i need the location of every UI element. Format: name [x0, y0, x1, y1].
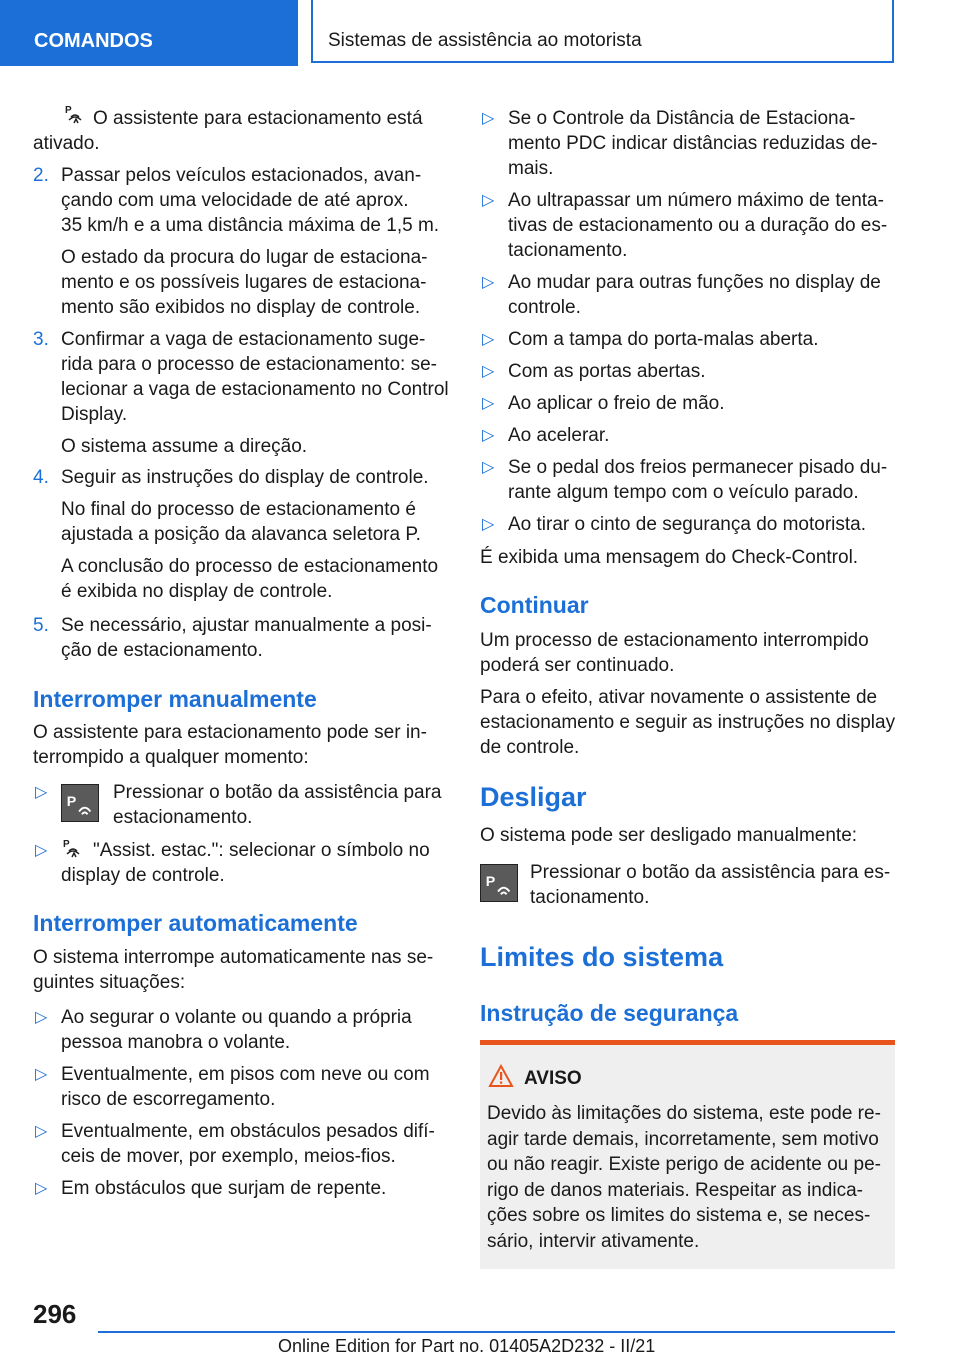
paragraph-line: estacionamento e seguir as instruções no display [480, 712, 896, 733]
warning-bar [480, 1040, 895, 1045]
bullet-triangle-icon: ▷ [482, 192, 495, 209]
auto-intro [33, 945, 451, 995]
bullet-triangle-icon: ▷ [35, 1123, 48, 1140]
bullet-line: tivas de estacionamento ou a duração do es- [508, 215, 888, 236]
step-number: 3. [33, 329, 49, 350]
manual-intro [33, 720, 451, 770]
bullet-line: Se o Controle da Distância de Estaciona- [508, 108, 856, 129]
page-number: 296 [33, 1299, 77, 1329]
bullet-line: Ao acelerar. [508, 425, 610, 446]
bullet-line: controle. [508, 297, 581, 318]
bullet-triangle-icon: ▷ [35, 784, 48, 801]
paragraph-line: Para o efeito, ativar novamente o assistente de [480, 687, 878, 708]
bullet-triangle-icon: ▷ [35, 1066, 48, 1083]
step-note: No final do processo de estacionamento é [61, 499, 416, 520]
footer-rule [98, 1331, 895, 1333]
bullet-triangle-icon: ▷ [35, 1009, 48, 1026]
paragraph-line: Pressionar o botão da assistência para es- [530, 862, 891, 883]
step-line: çando com uma velocidade de até aprox. [61, 190, 409, 211]
bullet-line: Ao mudar para outras funções no display de [508, 272, 881, 293]
bullet-triangle-icon: ▷ [35, 842, 48, 859]
warning-box [480, 1040, 895, 1269]
bullet-line: Pressionar o botão da assistência para [113, 782, 442, 803]
bullet-triangle-icon: ▷ [482, 331, 495, 348]
step-number: 5. [33, 615, 49, 636]
bullet-line: estacionamento. [113, 807, 253, 828]
auto-intro-line: guintes situações: [33, 972, 186, 993]
step-note: ajustada a posição da alavanca seletora P. [61, 524, 421, 545]
svg-text:P: P [485, 873, 496, 890]
bullet-triangle-icon: ▷ [482, 110, 495, 127]
bullet-line: Ao ultrapassar um número máximo de tenta- [508, 190, 884, 211]
heading-continuar: Continuar [480, 592, 589, 618]
desligar-btn-text [530, 860, 900, 910]
bullet-line: "Assist. estac.": selecionar o símbolo no [93, 840, 430, 861]
bullet-triangle-icon: ▷ [482, 459, 495, 476]
step-note: A conclusão do processo de estacionamento [61, 556, 439, 577]
heading-manual: Interromper manualmente [33, 686, 317, 712]
warning-line: ções sobre os limites do sistema e, se neces- [487, 1205, 871, 1226]
bullet-line: tacionamento. [508, 240, 628, 261]
heading-safety: Instrução de segurança [480, 1000, 739, 1026]
bullet-line: Com as portas abertas. [508, 361, 706, 382]
step-line: Display. [61, 404, 128, 425]
step-note: O sistema assume a direção. [61, 436, 308, 457]
bullet-triangle-icon: ▷ [482, 274, 495, 291]
paragraph-line: de controle. [480, 737, 580, 758]
bullet-triangle-icon: ▷ [482, 395, 495, 412]
warning-line: ou não reagir. Existe perigo de acidente ou pe- [487, 1154, 881, 1175]
heading-auto: Interromper automaticamente [33, 910, 358, 936]
step-line: lecionar a vaga de estacionamento no Control [61, 379, 449, 400]
step-line: ção de estacionamento. [61, 640, 263, 661]
step-line: Se necessário, ajustar manualmente a posi- [61, 615, 432, 636]
continuar-p2 [480, 685, 900, 760]
bullet-line: rante algum tempo com o veículo parado. [508, 482, 859, 503]
footer-edition: Online Edition for Part no. 01405A2D232 - II/21 [278, 1336, 656, 1356]
section-tab [0, 0, 298, 66]
step-number: 2. [33, 165, 49, 186]
warning-line: rigo de danos materiais. Respeitar as indica- [487, 1179, 863, 1201]
section-label: COMANDOS [34, 30, 153, 52]
bullet-triangle-icon: ▷ [482, 516, 495, 533]
svg-text:P: P [65, 105, 72, 116]
bullet-line: Ao segurar o volante ou quando a própria [61, 1007, 412, 1028]
bullet-triangle-icon: ▷ [482, 427, 495, 444]
continuar-p1 [480, 628, 900, 678]
warning-line: sário, intervir ativamente. [487, 1230, 700, 1252]
step-line: 35 km/h e a uma distância máxima de 1,5 m. [61, 215, 440, 236]
warning-title: AVISO [524, 1068, 582, 1089]
bullet-line: mais. [508, 158, 554, 179]
step-line: rida para o processo de estacionamento: se- [61, 354, 437, 375]
park-assist-button-icon [61, 784, 99, 822]
svg-text:P: P [63, 839, 70, 850]
bullet-triangle-icon: ▷ [35, 1180, 48, 1197]
bullet-line: risco de escorregamento. [61, 1089, 276, 1110]
bullet-line: Em obstáculos que surjam de repente. [61, 1178, 387, 1199]
park-assist-button-icon [480, 864, 518, 902]
bullet-line: Eventualmente, em obstáculos pesados difí- [61, 1121, 435, 1142]
chapter-label: Sistemas de assistência ao motorista [328, 30, 642, 51]
desligar-p1: O sistema pode ser desligado manualmente: [480, 825, 858, 846]
heading-limits: Limites do sistema [480, 942, 724, 972]
bullet-line: Se o pedal dos freios permanecer pisado du- [508, 457, 888, 478]
bullet-line: pessoa manobra o volante. [61, 1032, 291, 1053]
warning-line: agir tarde demais, incorretamente, sem motivo [487, 1128, 879, 1150]
bullet-line: Ao aplicar o freio de mão. [508, 393, 725, 414]
warning-line: Devido às limitações do sistema, este pode re- [487, 1103, 881, 1124]
auto-intro-line: O sistema interrompe automaticamente nas se- [33, 947, 434, 968]
step-note: é exibida no display de controle. [61, 581, 333, 602]
check-control-text: É exibida uma mensagem do Check-Control. [480, 547, 859, 568]
warning-text [487, 1101, 887, 1254]
step-number: 4. [33, 467, 49, 488]
step-line: Passar pelos veículos estacionados, avan- [61, 165, 422, 186]
bullet-line: Com a tampa do porta-malas aberta. [508, 329, 819, 350]
step-note: mento e os possíveis lugares de estaciona- [61, 272, 427, 293]
step-note: mento são exibidos no display de controle. [61, 297, 421, 318]
bullet-line: display de controle. [61, 865, 225, 886]
intro-text: O assistente para estacionamento está ativado. [33, 108, 423, 154]
step-line: Confirmar a vaga de estacionamento suge- [61, 329, 426, 350]
heading-desligar: Desligar [480, 782, 587, 812]
paragraph-line: poderá ser continuado. [480, 655, 675, 676]
step-note: O estado da procura do lugar de estaciona- [61, 247, 428, 268]
chapter-tab [311, 0, 894, 63]
bullet-triangle-icon: ▷ [482, 363, 495, 380]
step-line: Seguir as instruções do display de controle. [61, 467, 429, 488]
bullet-line: ceis de mover, por exemplo, meios-fios. [61, 1146, 396, 1167]
paragraph-line: Um processo de estacionamento interrompido [480, 630, 869, 651]
bullet-line: Ao tirar o cinto de segurança do motorista. [508, 514, 867, 535]
manual-intro-line: terrompido a qualquer momento: [33, 747, 309, 768]
bullet-line: Eventualmente, em pisos com neve ou com [61, 1064, 430, 1085]
manual-intro-line: O assistente para estacionamento pode ser in- [33, 722, 427, 743]
paragraph-line: tacionamento. [530, 887, 650, 908]
svg-text:P: P [66, 793, 77, 810]
bullet-line: mento PDC indicar distâncias reduzidas de- [508, 133, 878, 154]
warning-triangle-icon [488, 1064, 514, 1088]
